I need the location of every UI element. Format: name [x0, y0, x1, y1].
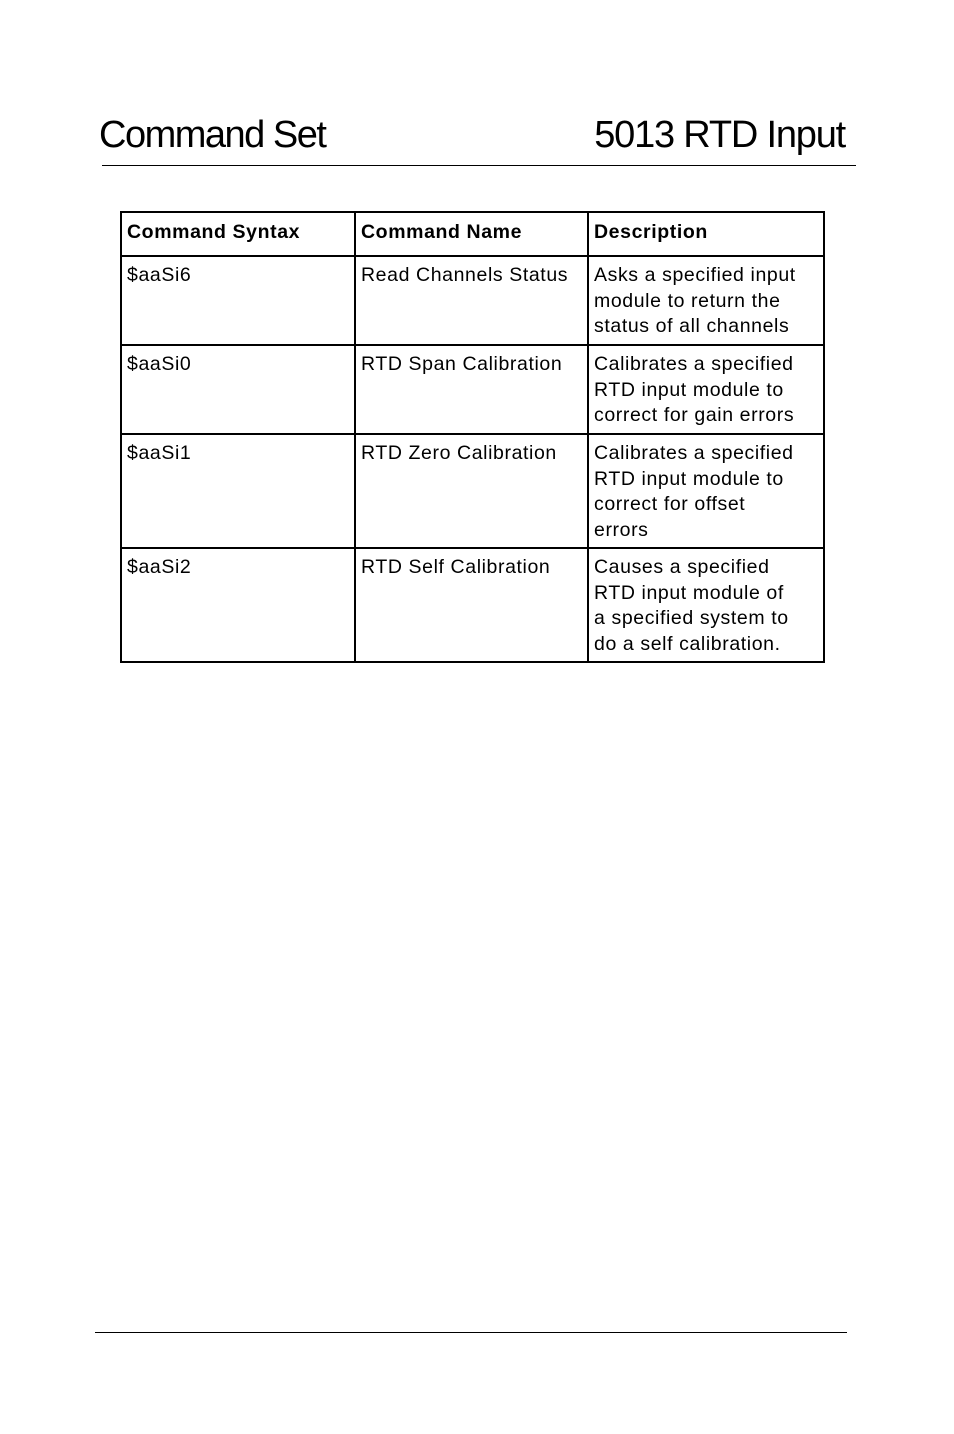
table-row: [121, 256, 824, 345]
column-header-command-name: Command Name: [355, 212, 588, 256]
table-row: [121, 548, 824, 662]
table-row: [121, 434, 824, 548]
description-cell: Asks a specified input module to return the status of all channels: [588, 256, 824, 345]
description-cell: Causes a specified RTD input module of a specified system to do a self calibration.: [588, 548, 824, 662]
command-name-cell: RTD Span Calibration: [355, 345, 588, 434]
command-syntax-cell: $aaSi2: [121, 548, 355, 662]
page-header: [99, 112, 845, 158]
header-divider: [102, 165, 856, 166]
command-syntax-cell: $aaSi0: [121, 345, 355, 434]
module-title: 5013 RTD Input: [594, 114, 845, 156]
command-table: [120, 211, 825, 663]
description-cell: Calibrates a specified RTD input module to correct for gain errors: [588, 345, 824, 434]
command-name-cell: RTD Self Calibration: [355, 548, 588, 662]
footer-divider: [95, 1332, 847, 1333]
table-row: [121, 345, 824, 434]
column-header-description: Description: [588, 212, 824, 256]
section-title: Command Set: [99, 114, 326, 156]
description-cell: Calibrates a specified RTD input module to correct for offset errors: [588, 434, 824, 548]
command-syntax-cell: $aaSi1: [121, 434, 355, 548]
command-syntax-cell: $aaSi6: [121, 256, 355, 345]
table-header-row: [121, 212, 824, 256]
column-header-command-syntax: Command Syntax: [121, 212, 355, 256]
command-name-cell: RTD Zero Calibration: [355, 434, 588, 548]
command-name-cell: Read Channels Status: [355, 256, 588, 345]
